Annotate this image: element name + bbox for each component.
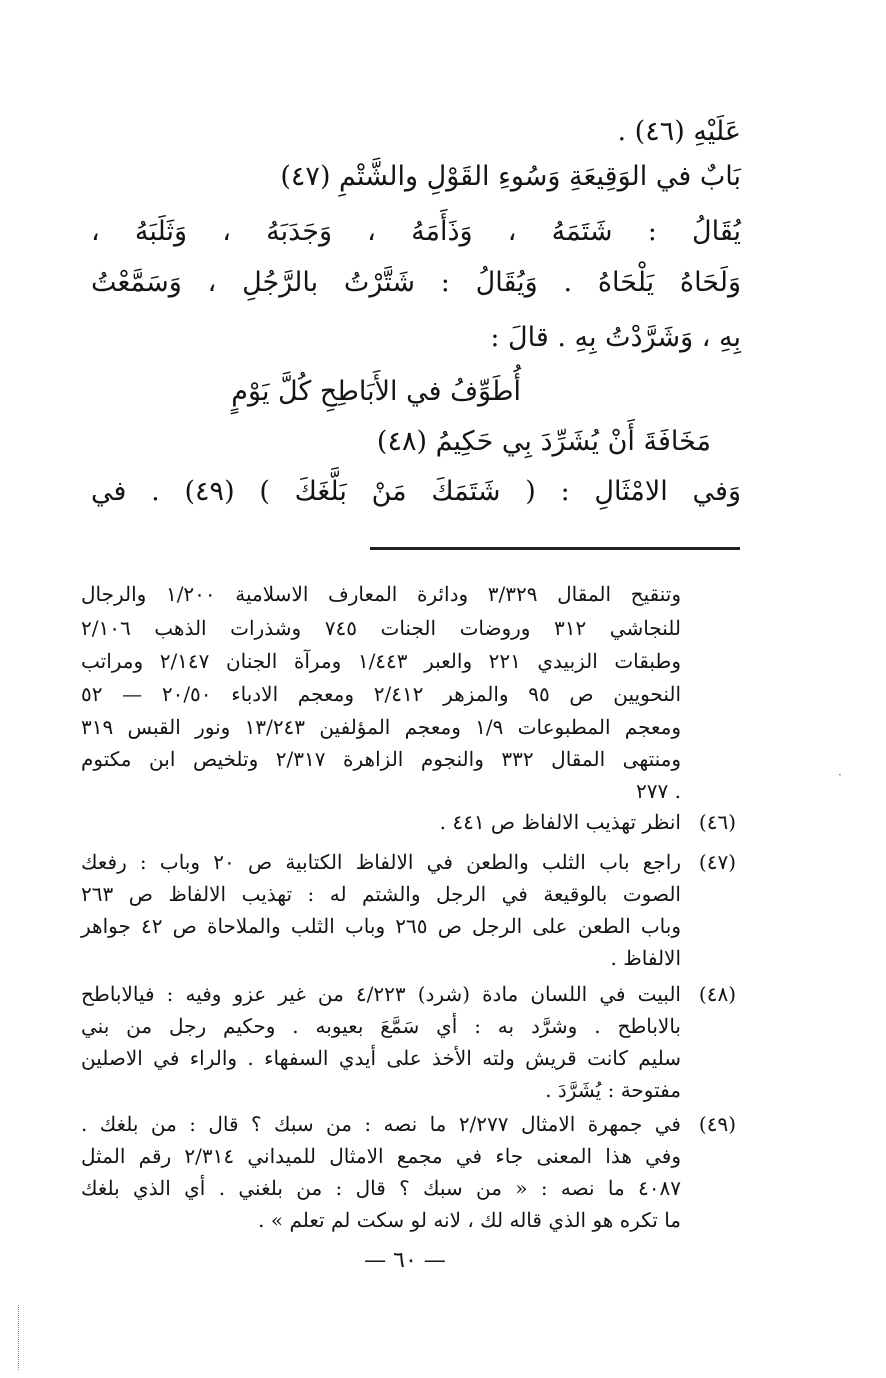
verse-hemistich-1: أُطَوِّفُ في الأَبَاطِحِ كُلَّ يَوْمٍ bbox=[231, 376, 521, 407]
footnote-number: (٤٩) bbox=[698, 1112, 736, 1136]
footnote-line: راجع باب الثلب والطعن في الالفاظ الكتابية ص ٢٠ وباب : رفعك bbox=[81, 850, 681, 874]
footnote-line: للنجاشي ٣١٢ وروضات الجنات ٧٤٥ وشذرات الذهب ٢/١٠٦ bbox=[81, 616, 681, 640]
footnote-number: (٤٦) bbox=[698, 810, 736, 834]
footnote-line: الصوت بالوقيعة في الرجل والشتم له : تهذيب الالفاظ ص ٢٦٣ bbox=[81, 882, 681, 906]
text-line: بِهِ ، وَشَرَّدْتُ بِهِ . قالَ : bbox=[490, 322, 741, 353]
footnote-line: ومعجم المطبوعات ١/٩ ومعجم المؤلفين ١٣/٢٤٣ ونور القبس ٣١٩ bbox=[81, 715, 682, 739]
margin-mark bbox=[18, 1305, 21, 1370]
text-line: يُقَالُ : شَتَمَهُ ، وَذَأَمَهُ ، وَجَدَبَهُ ، وَثَلَبَهُ ، bbox=[91, 216, 741, 247]
footnote-line: البيت في اللسان مادة (شرد) ٤/٢٢٣ من غير عزو وفيه : فيالاباطح bbox=[81, 982, 681, 1006]
footnote-line: ٤٠٨٧ ما نصه : « من سبك ؟ قال : من بلغني . أي الذي بلغك bbox=[81, 1176, 681, 1200]
text-line: وَفي الامْثَالِ : ( شَتَمَكَ مَنْ بَلَّغَكَ ) (٤٩) . في bbox=[91, 476, 741, 507]
footnote-line: وباب الطعن على الرجل ص ٢٦٥ وباب الثلب والملاحاة ص ٤٢ جواهر bbox=[81, 914, 681, 938]
footnote-number: (٤٧) bbox=[698, 850, 736, 874]
footnote-line: انظر تهذيب الالفاظ ص ٤٤١ . bbox=[439, 810, 681, 834]
page-number: — ٦٠ — bbox=[364, 1248, 446, 1273]
footnote-line: النحويين ص ٩٥ والمزهر ٢/٤١٢ ومعجم الادباء ٢٠/٥٠ — ٥٢ bbox=[81, 682, 682, 706]
footnote-number: (٤٨) bbox=[698, 982, 736, 1006]
footnote-line: بالاباطح . وشرَّد به : أي سَمَّعَ بعيوبه . وحكيم رجل من بني bbox=[81, 1014, 681, 1038]
scan-speck: · bbox=[838, 768, 842, 782]
footnote-line: مفتوحة : يُشَرَّدَ . bbox=[545, 1078, 681, 1102]
footnote-line: وطبقات الزبيدي ٢٢١ والعبر ١/٤٤٣ ومرآة الجنان ٢/١٤٧ ومراتب bbox=[81, 649, 681, 673]
footnote-separator bbox=[370, 547, 740, 550]
footnote-line: ما تكره هو الذي قاله لك ، لانه لو سكت لم تعلم » . bbox=[258, 1208, 681, 1232]
footnote-line: ومنتهى المقال ٣٣٢ والنجوم الزاهرة ٢/٣١٧ وتلخيص ابن مكتوم bbox=[81, 747, 682, 771]
text-line: عَلَيْهِ (٤٦) . bbox=[617, 116, 741, 147]
verse-hemistich-2: مَخَافَةَ أَنْ يُشَرِّدَ بِي حَكِيمُ (٤٨) bbox=[376, 426, 711, 457]
section-heading: بَابٌ في الوَقِيعَةِ وَسُوءِ القَوْلِ والشَّتْمِ (٤٧) bbox=[280, 161, 741, 192]
footnote-line: الالفاظ . bbox=[610, 946, 681, 970]
footnote-line: سليم كانت قريش ولته الأخذ على أيدي السفهاء . والراء في الاصلين bbox=[81, 1046, 681, 1070]
text-line: وَلَحَاهُ يَلْحَاهُ . وَيُقَالُ : شَتَّرْتُ بالرَّجُلِ ، وَسَمَّعْتُ bbox=[91, 267, 741, 298]
footnote-line: وفي هذا المعنى جاء في مجمع الامثال للميداني ٢/٣١٤ رقم المثل bbox=[81, 1144, 682, 1168]
footnote-line: وتنقيح المقال ٣/٣٢٩ ودائرة المعارف الاسلامية ١/٢٠٠ والرجال bbox=[81, 582, 681, 606]
footnote-line: ٢٧٧ . bbox=[636, 779, 681, 803]
footnote-line: في جمهرة الامثال ٢/٢٧٧ ما نصه : من سبك ؟ قال : من بلغك . bbox=[81, 1112, 681, 1136]
